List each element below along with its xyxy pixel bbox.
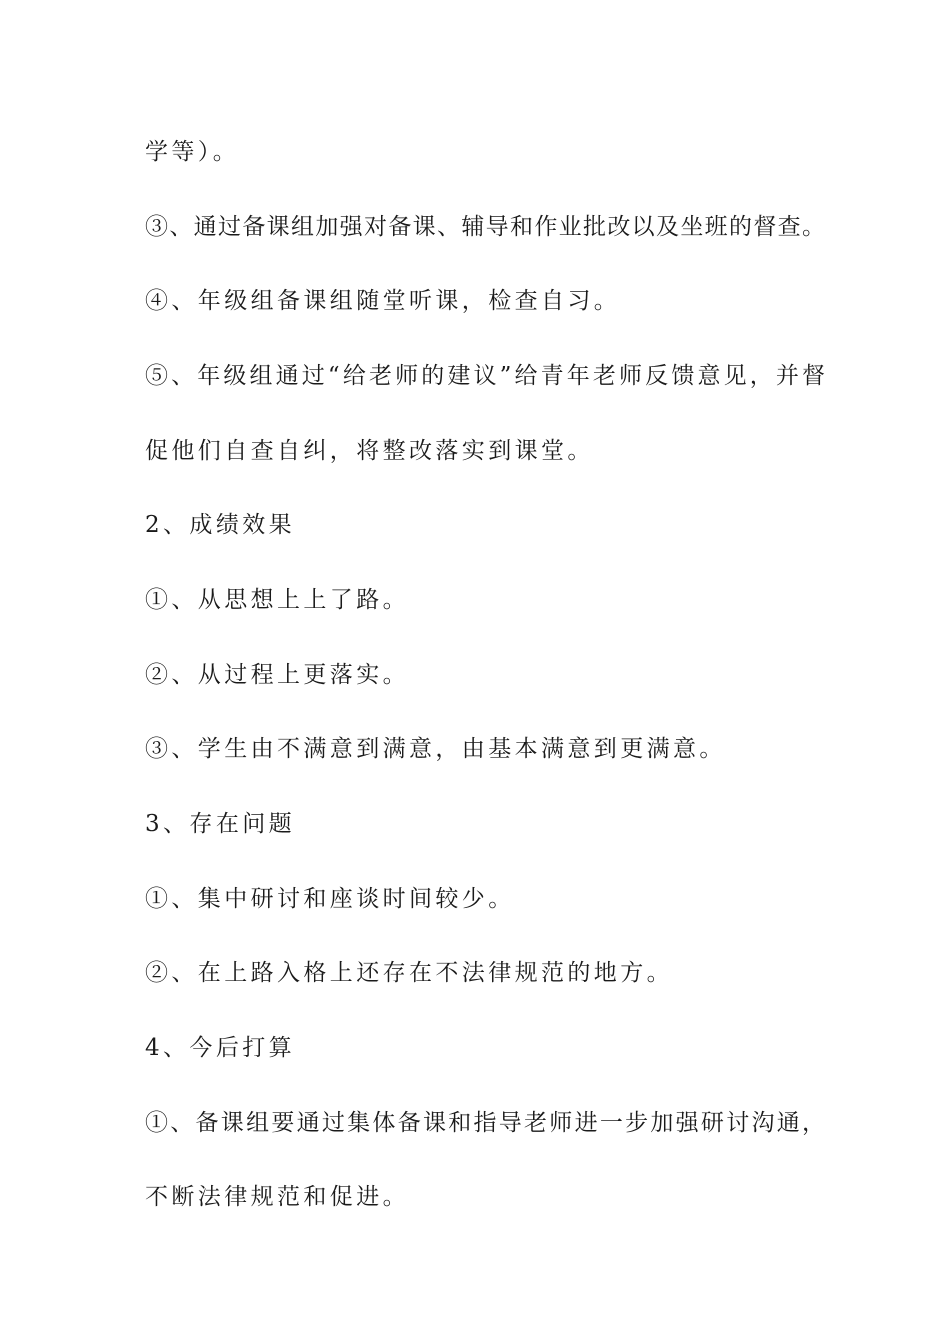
- text-line-1: 学等）。: [145, 139, 240, 165]
- text-line-11: ①、集中研讨和座谈时间较少。: [145, 886, 515, 912]
- text-line-8: ②、从过程上更落实。: [145, 662, 409, 688]
- section-heading-2: 2、成绩效果: [145, 512, 296, 538]
- text-line-7: ①、从思想上上了路。: [145, 587, 409, 613]
- text-line-15: 不断法律规范和促进。: [145, 1184, 409, 1210]
- text-line-14: ①、备课组要通过集体备课和指导老师进一步加强研讨沟通，: [145, 1110, 825, 1136]
- section-heading-4: 4、今后打算: [145, 1035, 296, 1061]
- text-line-9: ③、学生由不满意到满意，由基本满意到更满意。: [145, 736, 726, 762]
- text-line-3: ④、年级组备课组随堂听课，检查自习。: [145, 288, 621, 314]
- text-line-4: ⑤、年级组通过“给老师的建议”给青年老师反馈意见，并督: [145, 363, 825, 389]
- section-heading-3: 3、存在问题: [145, 811, 296, 837]
- text-line-2: ③、通过备课组加强对备课、辅导和作业批改以及坐班的督查。: [145, 214, 825, 240]
- text-line-5: 促他们自查自纠，将整改落实到课堂。: [145, 438, 594, 464]
- text-line-12: ②、在上路入格上还存在不法律规范的地方。: [145, 960, 673, 986]
